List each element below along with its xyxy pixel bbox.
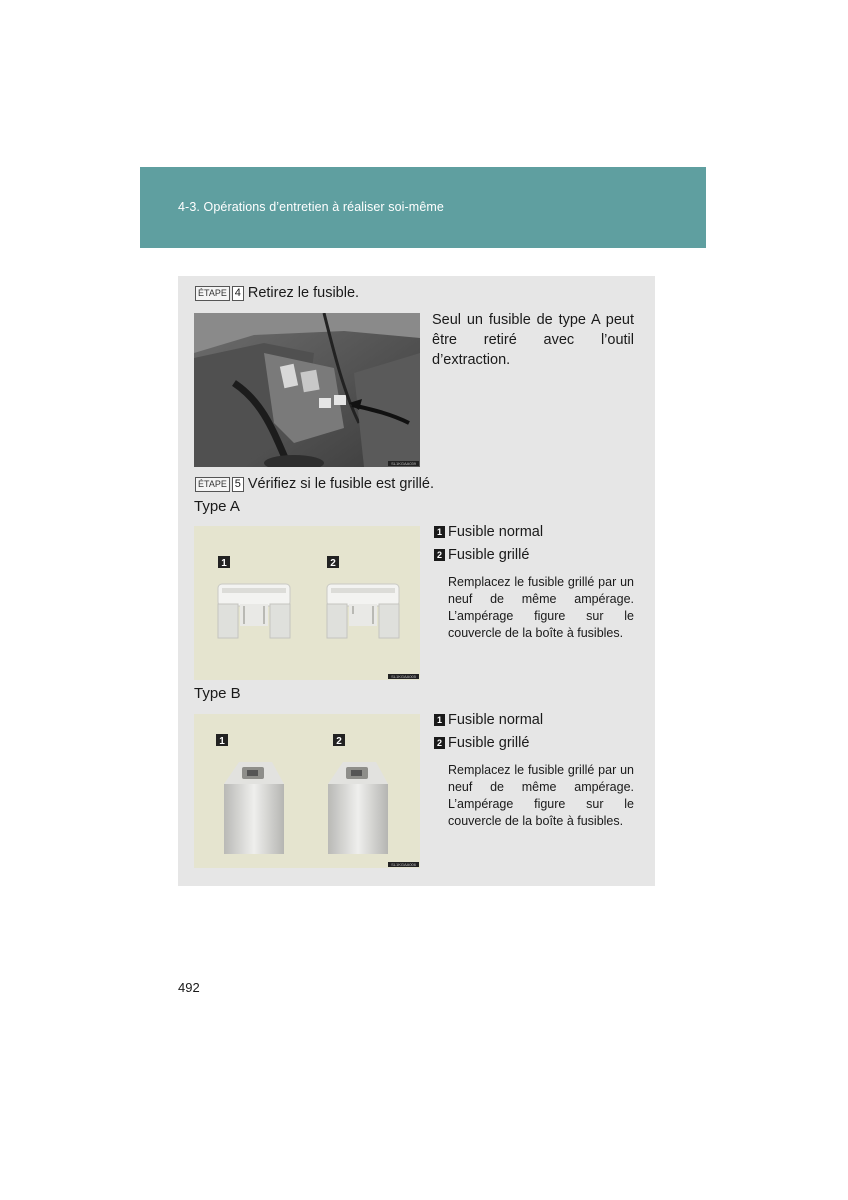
extraction-note: Seul un fusible de type A peut être retiré avec l’outil d’extraction. xyxy=(432,312,634,368)
chapter-header-band xyxy=(140,167,706,248)
svg-text:1: 1 xyxy=(221,558,227,569)
type-b-item-1 xyxy=(434,712,543,728)
step-4-row xyxy=(195,285,359,301)
item-label: Fusible normal xyxy=(448,524,544,540)
photo-code: SL1KGAA005 xyxy=(388,674,419,679)
type-b-fuse-illustration xyxy=(194,714,420,868)
step-number: 5 xyxy=(232,477,244,492)
photo-code: SL1KGAA039 xyxy=(388,461,419,466)
item-label: Fusible normal xyxy=(448,712,544,728)
type-a-item-1 xyxy=(434,524,543,540)
type-a-fuse-illustration xyxy=(194,526,420,680)
type-a-item-2 xyxy=(434,547,529,563)
type-b-item-2 xyxy=(434,735,529,751)
type-a-fuse-photo xyxy=(194,526,420,680)
step-number: 4 xyxy=(232,286,244,301)
number-badge: 2 xyxy=(434,737,445,749)
svg-text:2: 2 xyxy=(330,558,336,569)
content-box xyxy=(178,276,655,886)
photo-code: SL1KGAA006 xyxy=(388,862,419,867)
engine-bay-illustration xyxy=(194,313,420,467)
blown-fuse-b xyxy=(328,762,388,854)
step-tag: ÉTAPE xyxy=(195,477,230,492)
type-a-heading: Type A xyxy=(194,498,240,515)
engine-fuse-photo xyxy=(194,313,420,467)
type-b-note: Remplacez le fusible grillé par un neuf de même ampérage. L’ampérage figure sur le couvercle de la boîte à fusibles. xyxy=(448,763,634,828)
svg-text:1: 1 xyxy=(219,736,225,747)
type-b-fuse-photo xyxy=(194,714,420,868)
type-b-heading: Type B xyxy=(194,685,241,702)
step-5-label: Vérifiez si le fusible est grillé. xyxy=(247,476,435,492)
step-4-label: Retirez le fusible. xyxy=(247,285,360,301)
page-number: 492 xyxy=(178,980,200,995)
normal-fuse-b xyxy=(224,762,284,854)
step-tag: ÉTAPE xyxy=(195,286,230,301)
number-badge: 1 xyxy=(434,526,445,538)
number-badge: 1 xyxy=(434,714,445,726)
section-title: 4-3. Opérations d’entretien à réaliser soi-même xyxy=(178,200,444,214)
number-badge: 2 xyxy=(434,549,445,561)
item-label: Fusible grillé xyxy=(448,735,530,751)
svg-text:2: 2 xyxy=(336,736,342,747)
item-label: Fusible grillé xyxy=(448,547,530,563)
step-5-row xyxy=(195,476,434,492)
type-a-note: Remplacez le fusible grillé par un neuf de même ampérage. L’ampérage figure sur le couvercle de la boîte à fusibles. xyxy=(448,575,634,640)
